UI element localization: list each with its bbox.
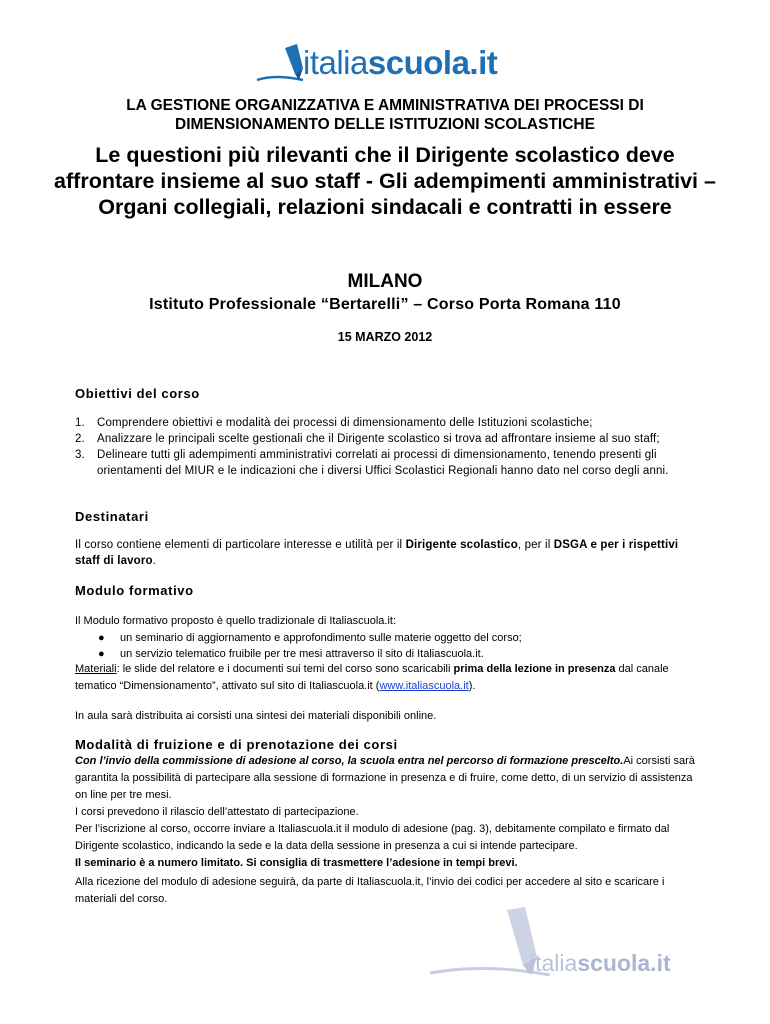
brand-logo — [255, 40, 525, 92]
booking-p5: Alla ricezione del modulo di adesione seguirà, da parte di Italiascuola.it, l’invio dei codici per accedere al sito e scaricare i materiali del corso. — [75, 876, 665, 905]
section-heading-recipients: Destinatari — [75, 509, 149, 524]
title-line-1: Le questioni più rilevanti che il Dirigente scolastico deve — [95, 143, 675, 167]
list-item: ● un servizio telematico fruibile per tre mesi attraverso il sito di Italiascuola.it. — [98, 648, 484, 660]
bullet-icon: ● — [98, 632, 105, 644]
list-item: 2. Analizzare le principali scelte gestionali che il Dirigente scolastico si trova ad affrontare insieme al suo staff; — [75, 433, 660, 445]
logo-wordmark: italiascuola.it — [303, 44, 498, 81]
booking-p1: Con l’invio della commissione di adesione al corso, la scuola entra nel percorso di formazione prescelto.Ai corsisti sarà garantita la possibilità di partecipare alla sessione di formazione in presenza e di fruire, come detto, di un servizio di assistenza on line per tre mesi. — [75, 755, 695, 801]
watermark-wordmark: italiascuola.it — [530, 950, 671, 976]
event-date: 15 MARZO 2012 — [337, 330, 433, 344]
city: MILANO — [347, 271, 423, 292]
header-line-2: DIMENSIONAMENTO DELLE ISTITUZIONI SCOLASTICHE — [175, 116, 595, 133]
recipients-text: Il corso contiene elementi di particolare interesse e utilità per il Dirigente scolastico, per il DSGA e per i rispettivi staff di lavoro. — [75, 539, 679, 567]
booking-p4: Il seminario è a numero limitato. Si consiglia di trasmettere l’adesione in tempi brevi. — [75, 857, 518, 869]
venue: Istituto Professionale “Bertarelli” – Corso Porta Romana 110 — [149, 296, 621, 313]
pen-nib-icon — [425, 905, 555, 990]
section-heading-module: Modulo formativo — [75, 583, 194, 598]
site-link[interactable]: www.italiascuola.it — [379, 680, 469, 692]
section-heading-booking: Modalità di fruizione e di prenotazione dei corsi — [75, 737, 398, 752]
booking-p2: I corsi prevedono il rilascio dell’attestato di partecipazione. — [75, 806, 359, 818]
objectives-list — [75, 415, 700, 479]
summary-text: In aula sarà distribuita ai corsisti una sintesi dei materiali disponibili online. — [75, 710, 437, 722]
module-list — [95, 630, 522, 662]
list-item: ● un seminario di aggiornamento e approfondimento sulle materie oggetto del corso; — [98, 632, 522, 644]
list-item: 1. Comprendere obiettivi e modalità dei processi di dimensionamento delle Istituzioni scolastiche; — [75, 417, 593, 429]
booking-p3: Per l’iscrizione al corso, occorre inviare a Italiascuola.it il modulo di adesione (pag. 3), debitamente compilato e firmato dal Dirigente scolastico, indicando la sede e la data della sessione in presenza a cui si intende partecipare. — [75, 823, 670, 852]
watermark-logo — [425, 905, 705, 990]
materials-text: Materiali: le slide del relatore e i documenti sui temi del corso sono scaricabili prima della lezione in presenza dal canale tematico “Dimensionamento”, attivato sul sito di Italiascuola.it (www.italiascuola.it). — [75, 663, 669, 692]
bullet-icon: ● — [98, 648, 105, 660]
list-item: 3. Delineare tutti gli adempimenti amministrativi correlati ai processi di dimensionamento, tenendo presenti gli orientamenti del MIUR e le indicazioni che i diversi Uffici Scolastici Regionali hanno dato nel corso degli anni. — [75, 449, 669, 477]
section-heading-objectives: Obiettivi del corso — [75, 386, 200, 401]
title-line-3: Organi collegiali, relazioni sindacali e contratti in essere — [98, 195, 672, 219]
header-line-1: LA GESTIONE ORGANIZZATIVA E AMMINISTRATIVA DEI PROCESSI DI — [126, 97, 644, 114]
title-line-2: affrontare insieme al suo staff - Gli adempimenti amministrativi – — [54, 169, 716, 193]
module-intro: Il Modulo formativo proposto è quello tradizionale di Italiascuola.it: — [75, 615, 397, 627]
